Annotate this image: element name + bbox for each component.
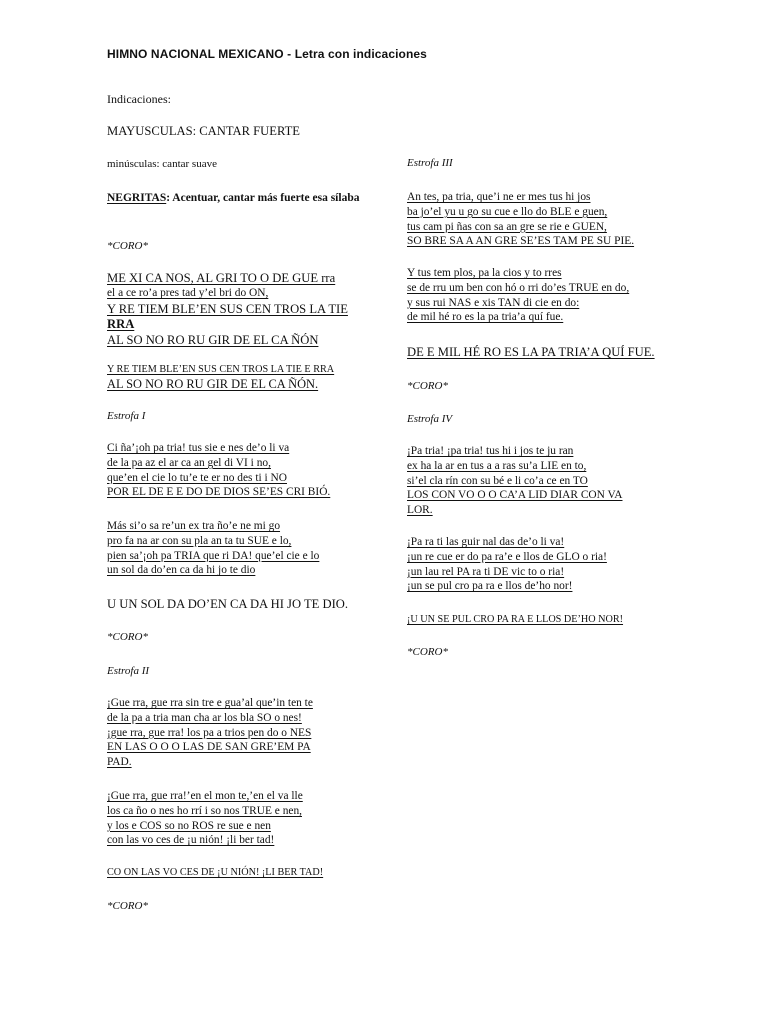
lyric-line: An tes, pa tria, que’i ne er mes tus hi jos: [407, 191, 591, 203]
lyric-line: tus cam pi ñas con sa an gre se rie e GUEN,: [407, 220, 607, 233]
estrofa-label: Estrofa I: [107, 410, 146, 422]
coro-label: *CORO*: [407, 380, 448, 392]
estrofa-4-block-a: [407, 444, 623, 518]
lyric-line: ¡un se pul cro pa ra e llos de’ho nor!: [407, 580, 573, 593]
estrofa-2-block-a: [107, 696, 313, 770]
lyric-line: de mil hé ro es la pa tria’a quí fue.: [407, 311, 564, 324]
lyric-line: AL SO NO RO RU GIR DE EL CA ÑÓN: [107, 332, 319, 347]
estrofa-label: Estrofa IV: [407, 413, 453, 425]
estrofa-label: Estrofa II: [107, 665, 150, 677]
lyric-line: Más si’o sa re’un ex tra ño’e ne mi go: [107, 520, 281, 532]
coro-block: [107, 271, 348, 348]
lyric-line: ¡Pa ra ti las guir nal das de’o li va!: [407, 536, 565, 548]
estrofa-4-block-c: [407, 613, 623, 627]
lyric-line: CO ON LAS VO CES DE ¡U NIÓN! ¡LI BER TAD!: [107, 867, 324, 878]
lyric-line: SO BRE SA A AN GRE SE’ES TAM PE SU PIE.: [407, 235, 635, 248]
lyric-line: el a ce ro’a pres tad y’el bri do ON,: [107, 287, 269, 300]
lyric-line: PAD.: [107, 756, 132, 769]
estrofa-3-block-a: [407, 190, 634, 249]
indicaciones-heading: Indicaciones:: [107, 92, 171, 106]
lyric-line: que’en el cie lo tu’e te er no des ti i NO: [107, 471, 287, 484]
lyric-line: de la pa az el ar ca an gel di VI i no,: [107, 456, 271, 469]
lyric-line: ¡un lau rel PA ra ti DE vic to o ria!: [407, 565, 565, 578]
lyric-line: los ca ño o nes ho rrí i so nos TRUE e nen,: [107, 804, 302, 817]
lyric-line: POR EL DE E E DO DE DIOS SE’ES CRI BIÓ.: [107, 486, 331, 499]
coro-label: *CORO*: [107, 900, 148, 912]
lyric-line: ¡Gue rra, gue rra sin tre e gua’al que’in ten te: [107, 697, 313, 709]
lyric-line: se de rru um ben con hó o rri do’es TRUE en do,: [407, 281, 630, 294]
estrofa-1-block-c: [107, 597, 348, 612]
lyric-line: Y RE TIEM BLE’EN SUS CEN TROS LA TIE E RRA: [107, 364, 335, 375]
coro-label: *CORO*: [407, 646, 448, 658]
lyric-line: ¡U UN SE PUL CRO PA RA E LLOS DE’HO NOR!: [407, 614, 624, 625]
lyric-line: U UN SOL DA DO’EN CA DA HI JO TE DIO.: [107, 597, 349, 611]
lyric-line: ba jo’el yu u go su cue e llo do BLE e guen,: [407, 205, 608, 218]
lyric-line: pro fa na ar con su pla an ta tu SUE e lo,: [107, 534, 292, 547]
estrofa-1-block-a: [107, 441, 330, 500]
lyric-line: ¡Gue rra, gue rra!’en el mon te,’en el va lle: [107, 790, 303, 802]
lyric-line: un sol da do’en ca da hi jo te dio: [107, 564, 256, 577]
lyric-line: LOS CON VO O O CA’A LID DIAR CON VA: [407, 489, 623, 502]
estrofa-2-block-b: [107, 789, 303, 848]
lyric-line: Y tus tem plos, pa la cios y to rres: [407, 267, 562, 279]
document-title: HIMNO NACIONAL MEXICANO - Letra con indicaciones: [107, 47, 427, 61]
lyric-line: y los e COS so no ROS re sue e nen: [107, 819, 271, 832]
lyric-line: si’el cla rín con su bé e li co’a ce en TO: [407, 474, 588, 487]
lyric-line: Y RE TIEM BLE’EN SUS CEN TROS LA TIE: [107, 301, 348, 316]
estrofa-3-block-c: [407, 345, 655, 360]
coro-repeat: [107, 363, 334, 391]
estrofa-3-block-b: [407, 266, 629, 325]
minusculas-instruction: minúsculas: cantar suave: [107, 158, 217, 170]
estrofa-1-block-b: [107, 519, 319, 578]
estrofa-2-block-c: [107, 866, 323, 880]
negritas-instruction: [107, 190, 369, 206]
lyric-line: LOR.: [407, 504, 433, 517]
coro-label: *CORO*: [107, 631, 148, 643]
negritas-label: NEGRITAS: [107, 192, 167, 204]
coro-label: *CORO*: [107, 240, 148, 252]
lyric-line: AL SO NO RO RU GIR DE EL CA ÑÓN.: [107, 377, 319, 391]
lyric-line: pien sa’¡oh pa TRIA que ri DA! que’el cie e lo: [107, 549, 320, 562]
lyric-line: Ci ña’¡oh pa tria! tus sie e nes de’o li va: [107, 442, 290, 454]
lyric-line: ME XI CA NOS, AL GRI TO O DE GUE rra: [107, 271, 336, 285]
estrofa-4-block-b: [407, 535, 607, 594]
lyric-line: ¡un re cue er do pa ra’e e llos de GLO o ria!: [407, 550, 607, 563]
estrofa-label: Estrofa III: [407, 157, 453, 169]
lyric-line: ¡Pa tria! ¡pa tria! tus hi i jos te ju ran: [407, 445, 574, 457]
lyric-line: de la pa a tria man cha ar los bla SO o nes!: [107, 711, 302, 724]
negritas-text: : Acentuar, cantar más fuerte esa sílaba: [166, 192, 360, 204]
lyric-line: DE E MIL HÉ RO ES LA PA TRIA’A QUÍ FUE.: [407, 345, 655, 359]
lyric-line: EN LAS O O O LAS DE SAN GRE’EM PA: [107, 741, 311, 754]
lyric-line: con las vo ces de ¡u nión! ¡li ber tad!: [107, 834, 275, 847]
lyric-line: ¡gue rra, gue rra! los pa a trios pen do o NES: [107, 726, 312, 739]
mayusculas-instruction: MAYUSCULAS: CANTAR FUERTE: [107, 124, 301, 138]
lyric-line: y sus rui NAS e xis TAN di cie en do:: [407, 296, 580, 309]
lyric-line: RRA: [107, 317, 135, 332]
lyric-line: ex ha la ar en tus a a ras su’a LIE en to,: [407, 459, 587, 472]
